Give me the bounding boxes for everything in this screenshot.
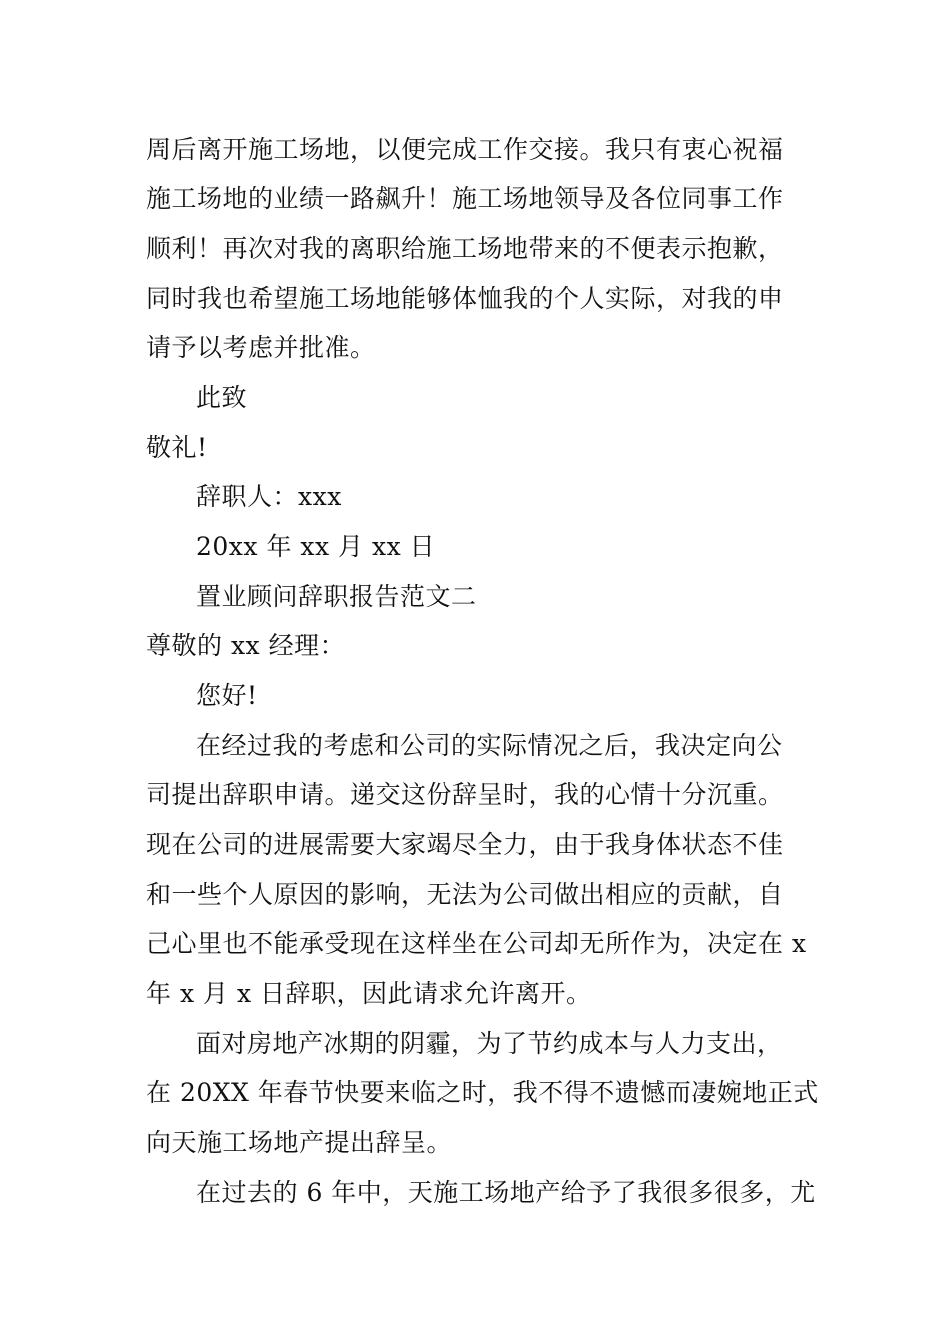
text-line: 顺利！再次对我的离职给施工场地带来的不便表示抱歉，	[146, 234, 784, 263]
text-line: 在过去的 6 年中，天施工场地产给予了我很多很多，尤	[196, 1178, 816, 1207]
text-line: 同时我也希望施工场地能够体恤我的个人实际，对我的申	[146, 284, 784, 313]
text-line: 周后离开施工场地，以便完成工作交接。我只有衷心祝福	[146, 135, 784, 164]
text-line: 己心里也不能承受现在这样坐在公司却无所作为，决定在 x	[146, 929, 807, 958]
section-title: 置业顾问辞职报告范文二	[196, 582, 477, 611]
text-line: 请予以考虑并批准。	[146, 333, 376, 362]
text-line: 向天施工场地产提出辞呈。	[146, 1128, 453, 1157]
text-line: 现在公司的进展需要大家竭尽全力，由于我身体状态不佳	[146, 830, 784, 859]
text-line: 施工场地的业绩一路飙升！施工场地领导及各位同事工作	[146, 184, 784, 213]
text-line: 面对房地产冰期的阴霾，为了节约成本与人力支出，	[196, 1029, 783, 1058]
date-line: 20xx 年 xx 月 xx 日	[196, 532, 436, 561]
signature-line: 辞职人：xxx	[196, 482, 342, 511]
closing-salutation: 此致	[196, 383, 248, 412]
greeting: 您好!	[196, 681, 258, 710]
text-line: 年 x 月 x 日辞职，因此请求允许离开。	[146, 979, 592, 1008]
text-line: 在 20XX 年春节快要来临之时，我不得不遗憾而凄婉地正式	[146, 1078, 819, 1107]
closing-regards: 敬礼!	[146, 433, 208, 462]
text-line: 在经过我的考虑和公司的实际情况之后，我决定向公	[196, 731, 783, 760]
text-line: 和一些个人原因的影响，无法为公司做出相应的贡献，自	[146, 880, 784, 909]
text-line: 司提出辞职申请。递交这份辞呈时，我的心情十分沉重。	[146, 780, 784, 809]
greeting-recipient: 尊敬的 xx 经理：	[146, 631, 346, 660]
